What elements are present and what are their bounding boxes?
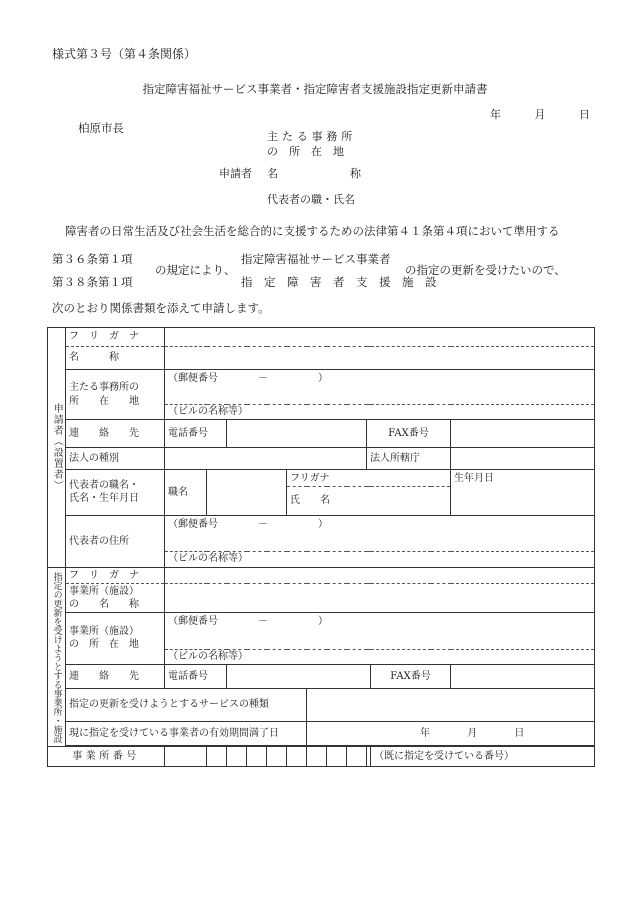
validity-end-value[interactable] [307,721,595,746]
office-number-label: 事業所番号 [48,747,165,767]
furigana-value-2[interactable] [165,567,595,583]
office-number-digit-4[interactable] [247,747,267,767]
phone-label-2: 電話番号 [165,664,227,689]
applicant-label: 申請者 [219,167,252,180]
postal-code-2[interactable]: （郵便番号 － ） [165,515,595,551]
contact-label-2: 連 絡 先 [66,664,165,689]
facility-name-value[interactable] [165,584,595,613]
service-type-value[interactable] [307,689,595,722]
form-id: 様式第３号（第４条関係） [52,47,197,61]
title-label: 職名 [165,470,207,516]
end-day: 日 [514,727,525,739]
office-number-digit-3[interactable] [227,747,247,767]
representative-label: 代表者の職・氏名 [267,193,355,206]
contact-label-1: 連 絡 先 [66,420,165,448]
service-type-label: 指定の更新を受けようとするサービスの種類 [66,689,307,722]
addressee: 柏原市長 [78,121,124,135]
office-number-digit-8[interactable] [327,747,347,767]
office-number-digit-7[interactable] [307,747,327,767]
facility-location-label: 事業所（施設） の 所 在 地 [66,612,165,664]
end-month: 月 [467,727,478,739]
building-name-3[interactable]: （ビルの名称等） [165,649,595,664]
body-para-2: 次のとおり関係書類を添えて申請します。 [52,301,270,315]
office-number-digit-2[interactable] [207,747,227,767]
section-applicant-label: 申請者（設置者） [48,328,66,568]
rep-address-label: 代表者の住所 [66,515,165,567]
facility-text: 指 定 障 害 者 支 援 施 設 [241,275,437,289]
page-title: 指定障害福祉サービス事業者・指定障害者支援施設指定更新申請書 [142,82,488,96]
end-year: 年 [420,727,430,739]
phone-value-2[interactable] [227,664,371,689]
body-para-1: 障害者の日常生活及び社会生活を総合的に支援するための法律第４１条第４項において準用する [65,224,560,238]
corp-office-label: 法人所轄庁 [367,447,451,470]
service-operator-text: 指定障害福祉サービス事業者 [241,252,391,266]
building-name-1[interactable]: （ビルの名称等） [165,404,595,419]
postal-code-3[interactable]: （郵便番号 － ） [165,612,595,649]
furigana-label-1: フ リ ガ ナ [66,328,165,347]
furigana-label-2: フ リ ガ ナ [66,567,165,583]
date-year: 年 [490,108,501,121]
name-value-1[interactable] [165,347,595,370]
fax-value-2[interactable] [451,664,595,689]
applicant-name-left: 名 [267,167,278,180]
corp-office-value[interactable] [451,447,595,470]
fax-label-2: FAX番号 [371,664,451,689]
birth-date-label: 生年月日 [451,470,595,516]
regulation-text: の規定により、 [155,263,236,277]
office-number-digit-6[interactable] [287,747,307,767]
full-name-label: 氏 名 [287,487,451,516]
date-month: 月 [534,108,546,121]
fax-value-1[interactable] [451,420,595,448]
corp-type-label: 法人の種別 [66,447,165,470]
phone-value-1[interactable] [227,420,367,448]
representative-info-label: 代表者の職名・ 氏名・生年月日 [66,470,165,516]
furigana-value-1[interactable] [165,328,595,347]
section-facility-label: 指定の更新を受けようとする事業所・施設 [48,567,66,747]
main-office-label: 主たる事務所の 所 在 地 [66,369,165,419]
fax-label-1: FAX番号 [367,420,451,448]
article-36: 第３６条第１項 [52,252,133,266]
office-number-digit-9[interactable] [347,747,367,767]
office-number-note: （既に指定を受けている番号） [371,747,595,767]
date-day: 日 [579,108,590,121]
applicant-name-right: 称 [350,167,361,180]
renewal-text: の指定の更新を受けたいので、 [405,263,566,277]
building-name-2[interactable]: （ビルの名称等） [165,551,595,567]
office-number-digit-1[interactable] [165,747,207,767]
title-value[interactable] [207,470,287,516]
phone-label-1: 電話番号 [165,420,227,448]
article-38: 第３８条第１項 [52,275,133,289]
furigana-small-label: フリガナ [287,470,451,487]
office-location-label-1: 主たる事務所 [267,130,357,143]
office-number-digit-5[interactable] [267,747,287,767]
office-location-label-2: の 所 在 地 [267,145,344,158]
corp-type-value[interactable] [165,447,367,470]
name-label-1: 名 称 [66,347,165,370]
postal-code-1[interactable]: （郵便番号 － ） [165,369,595,404]
date-line [468,106,590,122]
facility-name-label: 事業所（施設） の 名 称 [66,584,165,613]
application-table [47,327,595,767]
validity-end-label: 現に指定を受けている事業者の有効期間満了日 [66,721,307,746]
